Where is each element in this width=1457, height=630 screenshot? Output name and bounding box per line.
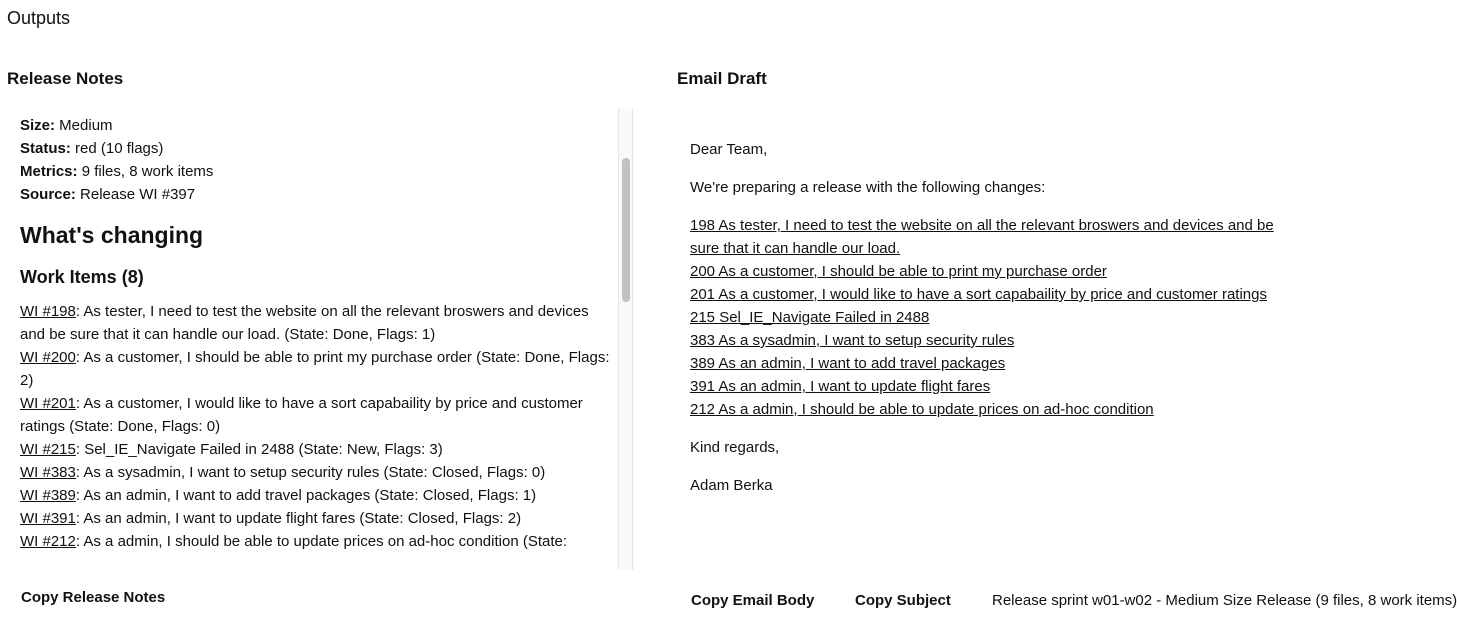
release-notes-content [20, 114, 610, 553]
work-item: WI #201: As a customer, I would like to have a sort capabaility by price and customer ratings (State: Done, Flags: 0) [20, 395, 583, 435]
email-subject: Release sprint w01-w02 - Medium Size Release (9 files, 8 work items) [992, 592, 1457, 609]
meta-metrics: Metrics: 9 files, 8 work items [20, 163, 214, 180]
whats-changing-heading: What's changing [20, 222, 204, 248]
email-item-link[interactable]: 200 As a customer, I should be able to print my purchase order [690, 263, 1107, 280]
page-title: Outputs [7, 8, 71, 28]
copy-email-body-button[interactable]: Copy Email Body [691, 592, 815, 609]
email-intro: We're preparing a release with the following changes: [690, 179, 1046, 196]
work-items-heading: Work Items (8) [20, 267, 144, 287]
work-item-link[interactable]: WI #201 [20, 395, 76, 412]
work-item-link[interactable]: WI #215 [20, 441, 76, 458]
email-item-link[interactable]: 383 As a sysadmin, I want to setup security rules [690, 332, 1015, 349]
email-items-list [690, 214, 1300, 421]
email-signature: Adam Berka [690, 477, 773, 494]
release-notes-title: Release Notes [7, 69, 124, 88]
work-item: WI #212: As a admin, I should be able to update prices on ad-hoc condition (State: [20, 533, 568, 550]
work-item-link[interactable]: WI #389 [20, 487, 76, 504]
meta-size: Size: Medium [20, 117, 113, 134]
work-item: WI #198: As tester, I need to test the website on all the relevant broswers and devices and be sure that it can handle our load. (State: Done, Flags: 1) [20, 303, 589, 343]
work-item-link[interactable]: WI #391 [20, 510, 76, 527]
work-item: WI #391: As an admin, I want to update flight fares (State: Closed, Flags: 2) [20, 510, 522, 527]
email-item-link[interactable]: 201 As a customer, I would like to have a sort capabaility by price and customer ratings [690, 286, 1267, 303]
email-closing: Kind regards, [690, 439, 780, 456]
email-item-link[interactable]: 391 As an admin, I want to update flight fares [690, 378, 991, 395]
work-item: WI #389: As an admin, I want to add travel packages (State: Closed, Flags: 1) [20, 487, 537, 504]
email-item-link[interactable]: 389 As an admin, I want to add travel packages [690, 355, 1006, 372]
email-item-link[interactable]: 215 Sel_IE_Navigate Failed in 2488 [690, 309, 930, 326]
email-draft-title: Email Draft [677, 69, 767, 88]
scrollbar-track[interactable] [618, 108, 633, 570]
copy-subject-button[interactable]: Copy Subject [855, 592, 951, 609]
meta-status: Status: red (10 flags) [20, 140, 164, 157]
work-item-link[interactable]: WI #212 [20, 533, 76, 550]
meta-source: Source: Release WI #397 [20, 186, 196, 203]
release-notes-panel[interactable] [0, 108, 633, 570]
copy-release-notes-button[interactable]: Copy Release Notes [21, 589, 166, 606]
work-item-link[interactable]: WI #200 [20, 349, 76, 366]
email-item-link[interactable]: 198 As tester, I need to test the website on all the relevant broswers and devices and be sure that it can handle our load. [690, 217, 1274, 257]
scrollbar-thumb[interactable] [622, 158, 630, 302]
email-greeting: Dear Team, [690, 141, 768, 158]
email-body [690, 138, 1300, 512]
email-item-link[interactable]: 212 As a admin, I should be able to update prices on ad-hoc condition [690, 401, 1154, 418]
work-item: WI #200: As a customer, I should be able to print my purchase order (State: Done, Flags: 2) [20, 349, 610, 389]
work-item: WI #383: As a sysadmin, I want to setup security rules (State: Closed, Flags: 0) [20, 464, 546, 481]
work-item-link[interactable]: WI #198 [20, 303, 76, 320]
work-item: WI #215: Sel_IE_Navigate Failed in 2488 (State: New, Flags: 3) [20, 441, 443, 458]
work-item-link[interactable]: WI #383 [20, 464, 76, 481]
